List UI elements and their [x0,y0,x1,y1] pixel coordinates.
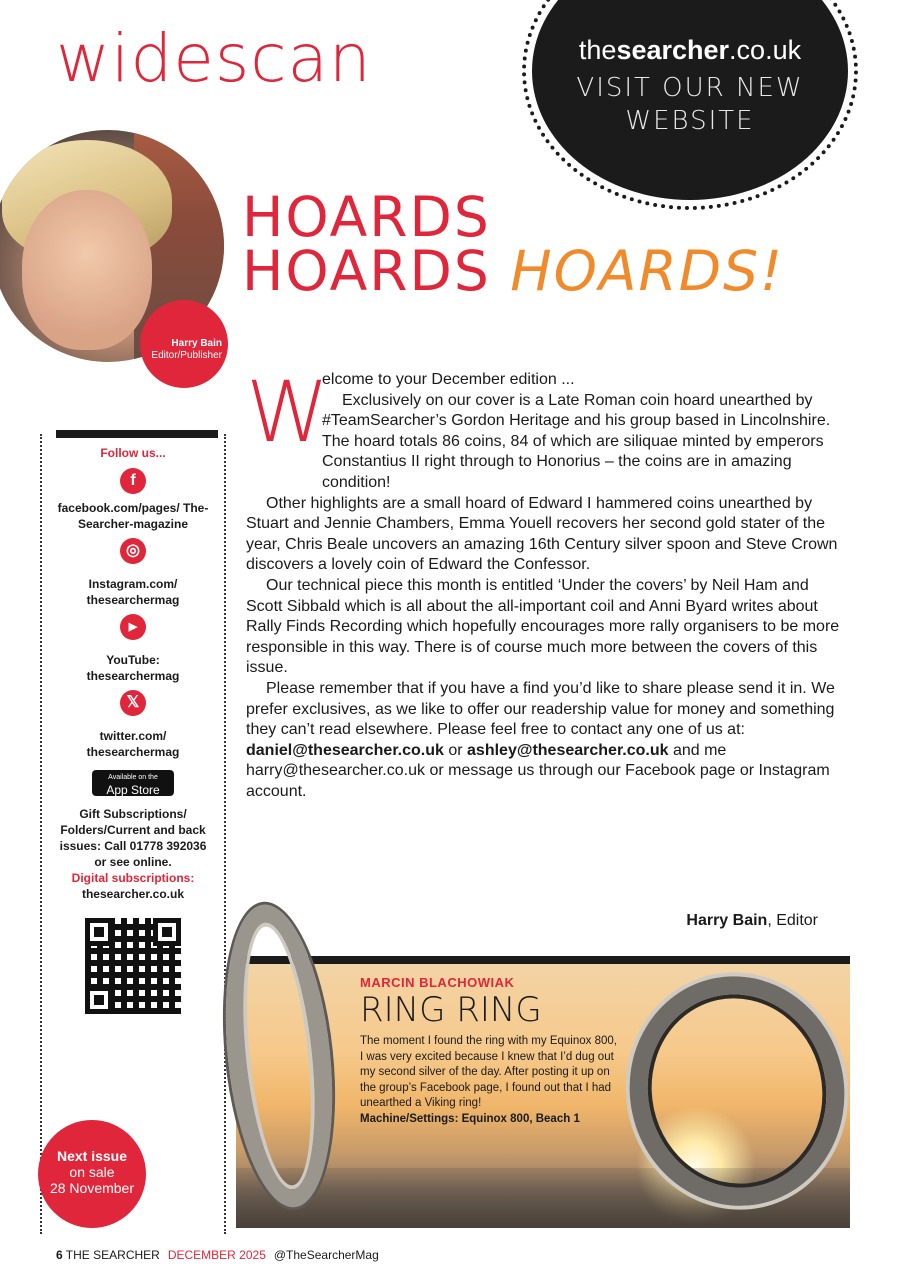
app-store-button[interactable]: Available on the App Store [92,770,174,796]
editor-role: Editor/Publisher [151,350,222,361]
follow-us-heading: Follow us... [100,446,166,460]
editor-name: Harry Bain [171,338,222,349]
drop-cap: W [246,363,330,461]
photo-face [22,190,152,350]
article-paragraph: Exclusively on our cover is a Late Roman coin hoard unearthed by #TeamSearcher’s Gordon Heritage and his group based in Lincolnshire. The hoard totals 86 coins, 84 of which are siliquae minted by emperors Constantius II right through to Honorius – the coins are in amazing condition! [322,391,831,491]
headline-accent: HOARDS! [510,239,785,303]
promo-cta: VISIT OUR NEW WEBSITE [576,73,804,136]
twitter-link[interactable]: twitter.com/ thesearchermag [86,729,180,759]
page-number: 6 [56,1248,63,1262]
masthead-title: widescan [56,20,372,97]
article-signature: Harry Bain, Editor [686,912,818,929]
article-paragraph: Please remember that if you have a find you’d like to share please send it in. We prefer exclusives, as we like to offer our readership value for money and something they can’t read elsewhere. Please feel free to contact any one of us at: daniel@thesearcher.co.uk or ashley@thesearcher.co.uk and me harry@thesearcher.co.uk or message us through our Facebook page or Instagram account. [246,679,835,800]
website-promo-badge[interactable] [532,0,848,200]
feature-story: The moment I found the ring with my Equinox 800, I was very excited because I knew that I’d dug out my second silver of the day. After posting it up on the group’s Facebook page, I found out that I had unearthed a Viking ring! [360,1035,617,1110]
article-paragraph: Other highlights are a small hoard of Edward I hammered coins unearthed by Stuart and Jennie Chambers, Emma Youell recovers her second gold stater of the year, Chris Beale uncovers an amazing 16th Century silver spoon and Steve Crown discovers a lovely coin of Edward the Confessor. [246,494,838,574]
qr-code[interactable] [85,918,181,1014]
article-paragraph: elcome to your December edition ... [322,371,575,388]
instagram-link[interactable]: Instagram.com/ thesearchermag [86,577,180,607]
headline-line2: HOARDS HOARDS! [242,239,785,303]
digital-subscriptions-label: Digital subscriptions: [71,871,195,885]
youtube-icon[interactable]: ▶ [120,614,146,640]
email-link-daniel[interactable]: daniel@thesearcher.co.uk [246,741,444,759]
facebook-link[interactable]: facebook.com/pages/ The-Searcher-magazine [57,501,209,531]
youtube-link[interactable]: YouTube: thesearchermag [86,653,180,683]
email-link-ashley[interactable]: ashley@thesearcher.co.uk [467,741,669,759]
magazine-name: THE SEARCHER [62,1248,160,1262]
qr-corner [85,986,113,1014]
editor-badge [140,300,228,388]
feature-author: MARCIN BLACHOWIAK [360,975,515,990]
qr-corner [153,918,181,946]
next-issue-badge: Next issue on sale 28 November [38,1120,146,1228]
issue-date: DECEMBER 2025 [167,1248,266,1262]
sidebar [40,434,226,1234]
facebook-icon[interactable]: f [120,468,146,494]
headline-line1: HOARDS [242,185,491,249]
sidebar-bar [56,430,218,438]
headline [242,185,785,303]
page-footer [56,1248,379,1262]
x-icon[interactable]: 𝕏 [120,690,146,716]
feature-title: RING RING [360,990,542,1030]
feature-text [360,975,618,1128]
social-handle[interactable]: @TheSearcherMag [273,1248,379,1262]
article-paragraph: Our technical piece this month is entitled ‘Under the covers’ by Neil Ham and Scott Sibbald which is all about the all-important coil and Anni Byard writes about Rally Finds Recording which hopefully encourages more rally organisers to be more responsible in this way. There is of course much more between the covers of this issue. [246,576,840,677]
feature-settings: Machine/Settings: Equinox 800, Beach 1 [360,1112,580,1125]
qr-corner [85,918,113,946]
digital-subscriptions-url[interactable]: thesearcher.co.uk [81,887,185,901]
article-body [246,363,846,802]
feature-top-bar [236,956,850,964]
subscriptions-info: Gift Subscriptions/ Folders/Current and back issues: Call 01778 392036 or see online. Digital subscriptions: thesearcher.co.uk [42,806,224,902]
instagram-icon[interactable]: ◎ [120,538,146,564]
promo-url: thesearcher.co.uk [578,35,802,65]
